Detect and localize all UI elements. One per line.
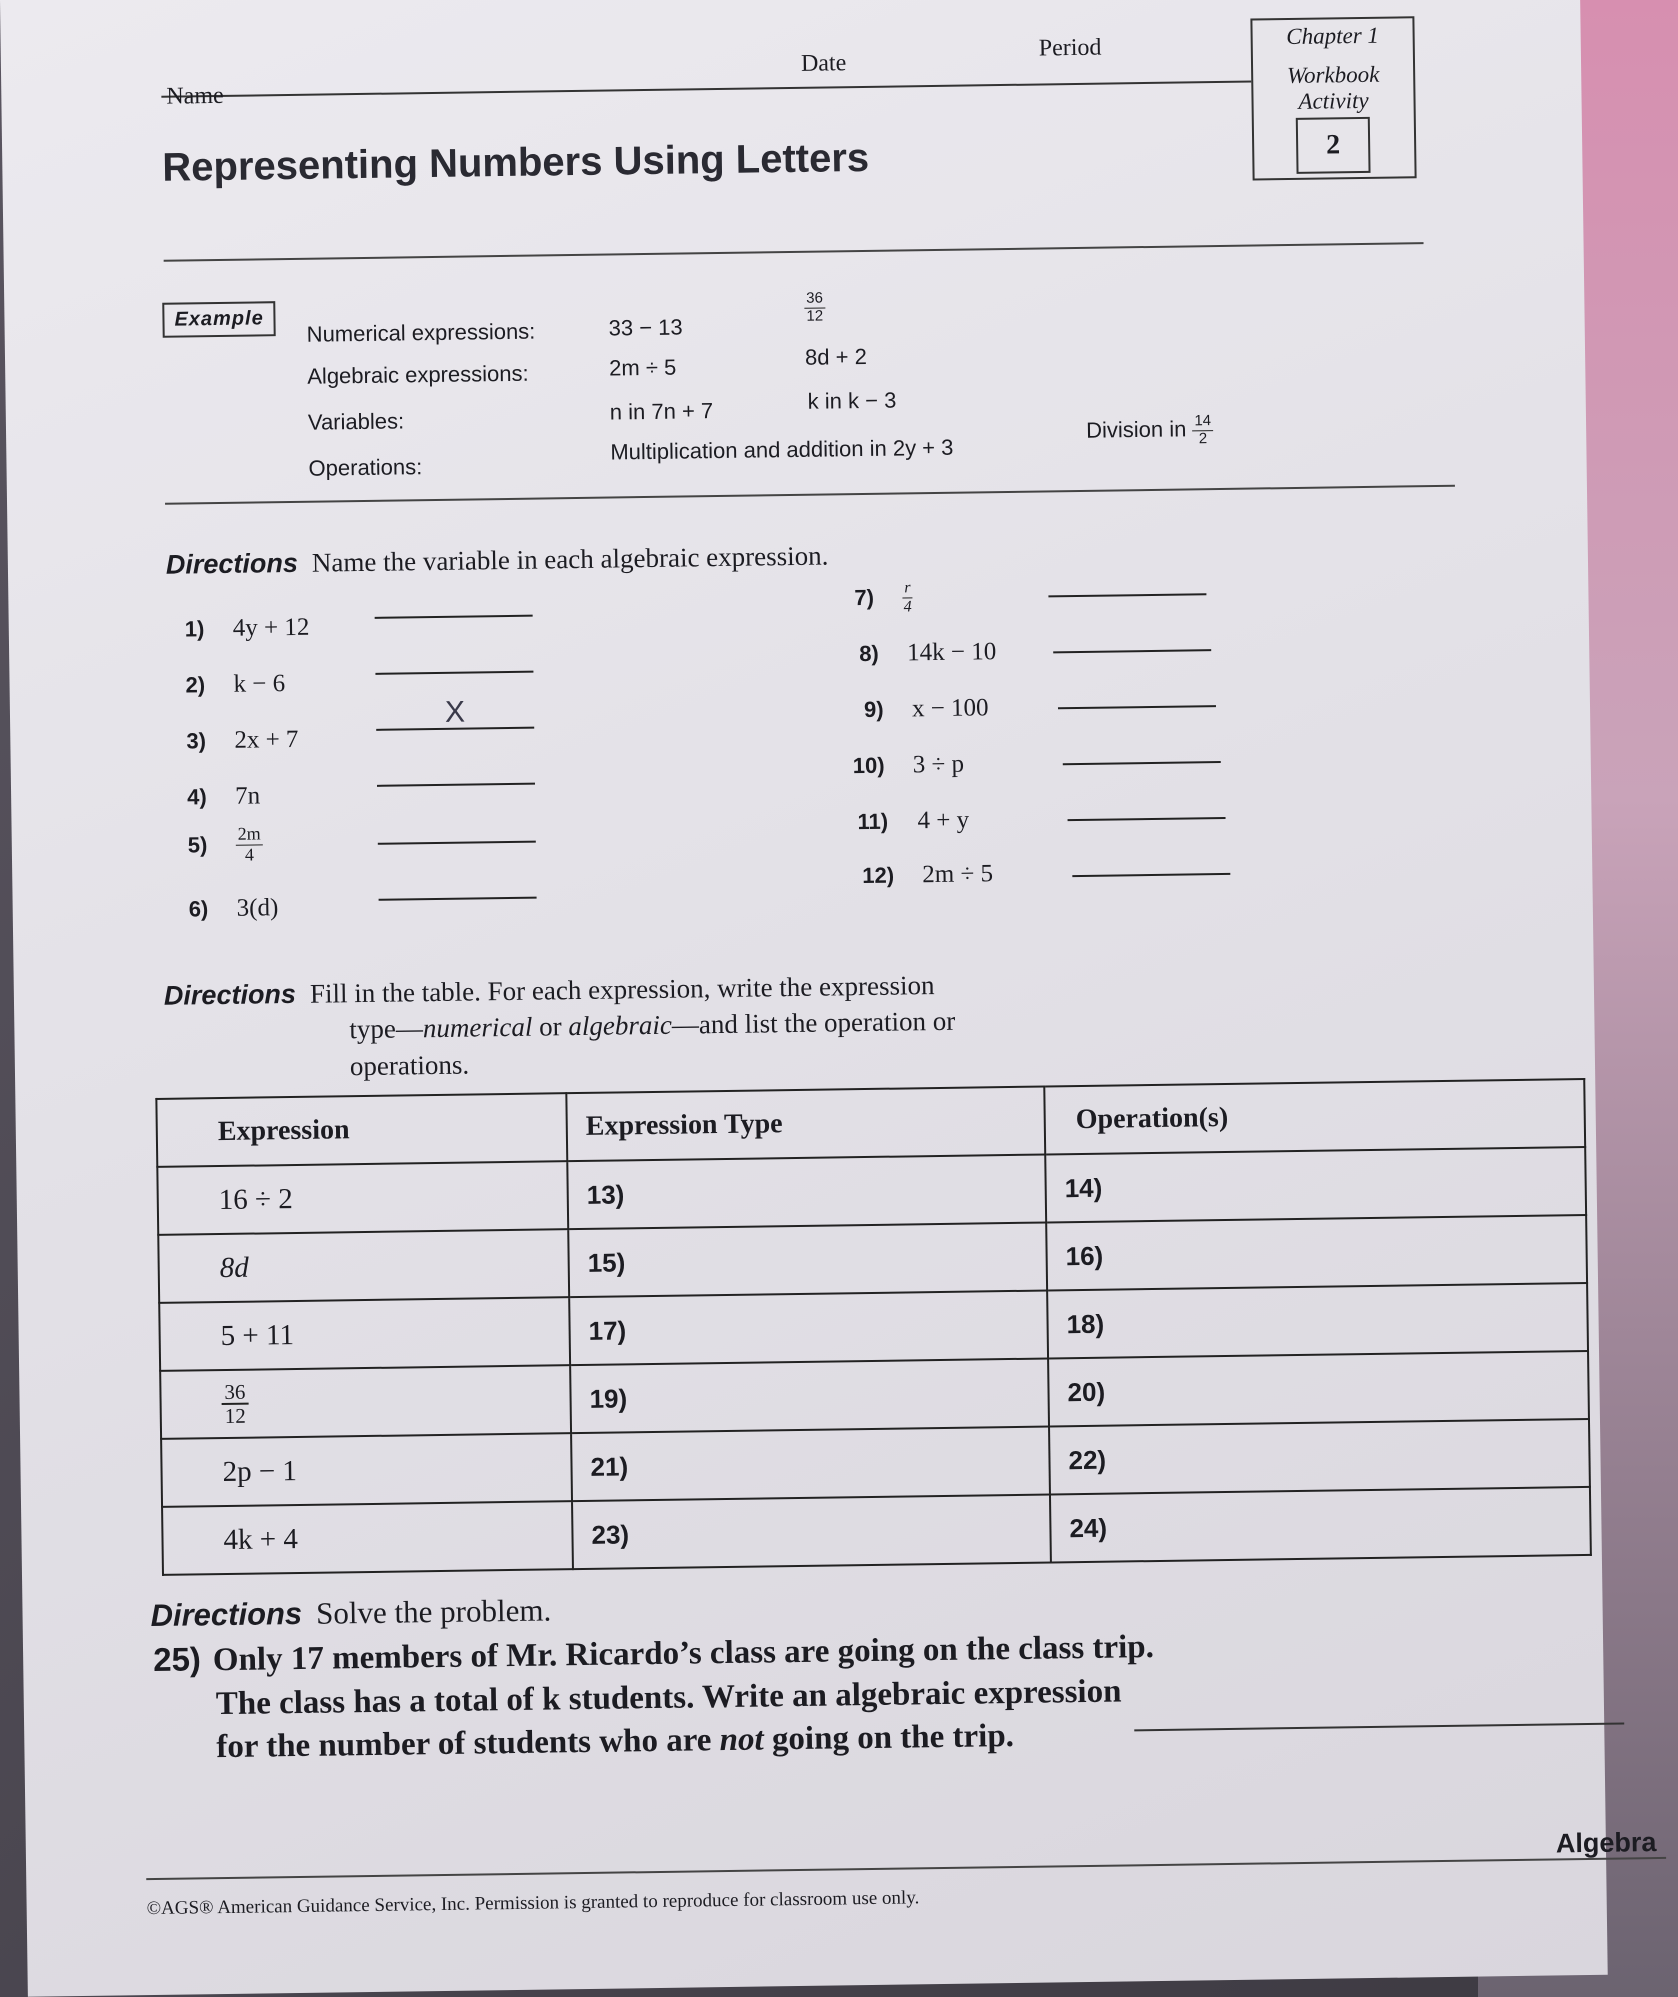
example-op-fraction-numerator: 14 xyxy=(1192,413,1213,431)
row-6-expression: 4k + 4 xyxy=(162,1501,573,1575)
directions-2-line2c: or xyxy=(532,1011,569,1043)
example-numerical-b xyxy=(804,291,825,325)
subject-label: Algebra xyxy=(1555,1827,1657,1859)
example-numerical-a: 33 − 13 xyxy=(608,314,683,341)
answer-blank-1[interactable] xyxy=(374,585,532,619)
example-rule xyxy=(165,485,1455,505)
item-1-number: 1) xyxy=(184,616,205,642)
item-8-expression: 14k − 10 xyxy=(907,638,997,667)
answer-15[interactable]: 15) xyxy=(568,1223,1047,1298)
directions-1 xyxy=(166,540,829,580)
item-11-number: 11) xyxy=(857,808,889,835)
item-9-number: 9) xyxy=(863,696,884,723)
item-10 xyxy=(853,751,965,781)
item-12-number: 12) xyxy=(862,862,895,889)
directions-2-label: Directions xyxy=(163,978,297,1011)
item-5 xyxy=(188,824,264,866)
answer-13[interactable]: 13) xyxy=(567,1155,1046,1230)
row-4-expression xyxy=(160,1365,571,1439)
answer-blank-25[interactable] xyxy=(1134,1722,1624,1731)
answer-blank-12[interactable] xyxy=(1072,843,1230,877)
answer-18[interactable]: 18) xyxy=(1047,1283,1588,1359)
answer-wrap-3 xyxy=(376,695,536,729)
answer-21[interactable]: 21) xyxy=(571,1426,1050,1501)
problem-25-number: 25) xyxy=(152,1640,202,1679)
answer-blank-7[interactable] xyxy=(1048,563,1206,597)
item-8 xyxy=(859,638,996,668)
item-11-expression: 4 + y xyxy=(917,806,970,835)
item-5-numerator: 2m xyxy=(236,824,263,845)
example-fraction-denominator: 12 xyxy=(806,307,824,325)
answer-blank-8[interactable] xyxy=(1053,619,1211,653)
answer-wrap-9 xyxy=(1058,691,1218,693)
expression-table xyxy=(155,1078,1592,1576)
header-expression: Expression xyxy=(156,1093,567,1167)
directions-1-text: Name the variable in each algebraic expression. xyxy=(311,540,829,578)
row-2-expression: 8d xyxy=(158,1229,569,1303)
row-4-denominator: 12 xyxy=(224,1403,246,1428)
item-7-numerator: r xyxy=(902,579,912,598)
date-label: Date xyxy=(800,50,847,77)
item-2 xyxy=(185,670,285,699)
header-line xyxy=(161,80,1311,98)
page-title: Representing Numbers Using Letters xyxy=(162,135,870,190)
chapter-label: Chapter 1 xyxy=(1286,22,1380,50)
item-6 xyxy=(189,894,279,923)
item-7-denominator: 4 xyxy=(903,597,912,616)
answer-19[interactable]: 19) xyxy=(570,1358,1049,1433)
footer-rule xyxy=(146,1857,1666,1880)
answer-16[interactable]: 16) xyxy=(1046,1215,1587,1291)
example-label-numerical: Numerical expressions: xyxy=(306,318,536,347)
item-9-expression: x − 100 xyxy=(911,694,989,723)
answer-blank-9[interactable] xyxy=(1058,675,1216,709)
directions-1-label: Directions xyxy=(165,547,299,580)
example-operations-b-text: Division in xyxy=(1085,416,1187,443)
example-variables-b: k in k − 3 xyxy=(807,387,897,414)
answer-blank-2[interactable] xyxy=(375,641,533,675)
example-fraction-numerator: 36 xyxy=(804,291,825,309)
row-1-expression: 16 ÷ 2 xyxy=(157,1161,568,1235)
example-operations-b xyxy=(1086,413,1214,449)
example-label-algebraic: Algebraic expressions: xyxy=(307,360,529,389)
item-5-denominator: 4 xyxy=(244,844,255,865)
example-algebraic-b: 8d + 2 xyxy=(804,343,868,370)
answer-wrap-4 xyxy=(377,769,537,771)
row-4-numerator: 36 xyxy=(221,1381,248,1405)
workbook-label: Workbook xyxy=(1286,62,1380,89)
directions-2-line2a: type— xyxy=(349,1013,424,1045)
item-2-number: 2) xyxy=(185,672,206,698)
name-label: Name xyxy=(166,82,224,110)
directions-3-text: Solve the problem. xyxy=(315,1592,552,1631)
item-4 xyxy=(187,782,260,811)
directions-2-numerical: numerical xyxy=(422,1012,533,1044)
item-9 xyxy=(864,694,989,724)
item-5-number: 5) xyxy=(187,832,208,858)
item-10-number: 10) xyxy=(852,752,885,779)
item-1-expression: 4y + 12 xyxy=(232,613,310,642)
answer-wrap-2 xyxy=(375,657,535,659)
item-11 xyxy=(857,807,969,837)
answer-blank-4[interactable] xyxy=(377,753,535,787)
item-6-number: 6) xyxy=(188,896,209,922)
directions-2-line3: operations. xyxy=(349,1049,470,1082)
answer-24[interactable]: 24) xyxy=(1050,1487,1591,1563)
row-5-expression: 2p − 1 xyxy=(161,1433,572,1507)
title-rule xyxy=(164,242,1424,262)
answer-blank-10[interactable] xyxy=(1062,731,1220,765)
problem-25 xyxy=(153,1624,1156,1771)
example-label-variables: Variables: xyxy=(307,408,405,435)
example-badge: Example xyxy=(162,301,276,338)
answer-blank-11[interactable] xyxy=(1067,787,1225,821)
directions-2-algebraic: algebraic xyxy=(568,1010,673,1042)
item-10-expression: 3 ÷ p xyxy=(912,750,965,779)
answer-22[interactable]: 22) xyxy=(1049,1419,1590,1495)
example-variables-a: n in 7n + 7 xyxy=(609,398,714,425)
example-operations-a: Multiplication and addition in 2y + 3 xyxy=(610,434,954,465)
directions-2-line1: Fill in the table. For each expression, write the expression xyxy=(309,970,935,1009)
item-7-number: 7) xyxy=(854,584,875,611)
header-operations: Operation(s) xyxy=(1044,1079,1585,1155)
answer-20[interactable]: 20) xyxy=(1048,1351,1589,1427)
problem-25-line2: The class has a total of k students. Write an algebraic expression xyxy=(215,1673,1122,1722)
answer-14[interactable]: 14) xyxy=(1045,1147,1586,1223)
item-12 xyxy=(862,860,993,890)
period-label: Period xyxy=(1038,34,1102,62)
directions-3-label: Directions xyxy=(150,1595,303,1634)
answer-wrap-10 xyxy=(1063,747,1223,749)
answer-23[interactable]: 23) xyxy=(572,1494,1051,1569)
item-6-expression: 3(d) xyxy=(236,894,279,922)
answer-blank-5[interactable] xyxy=(377,811,535,845)
activity-number: 2 xyxy=(1296,117,1371,174)
example-algebraic-a: 2m ÷ 5 xyxy=(609,354,677,381)
copyright-text: ©AGS® American Guidance Service, Inc. Permission is granted to reproduce for classroom use only. xyxy=(146,1887,920,1920)
item-3-number: 3) xyxy=(186,728,207,754)
answer-wrap-6 xyxy=(378,883,538,885)
item-8-number: 8) xyxy=(859,640,879,667)
answer-wrap-12 xyxy=(1072,859,1232,861)
activity-label: Activity xyxy=(1298,87,1369,114)
answer-wrap-7 xyxy=(1048,579,1208,581)
answer-wrap-1 xyxy=(374,601,534,603)
item-3-expression: 2x + 7 xyxy=(234,725,299,754)
example-label-operations: Operations: xyxy=(308,454,423,481)
problem-25-line1: Only 17 members of Mr. Ricardo’s class are going on the class trip. xyxy=(212,1629,1155,1679)
answer-wrap-11 xyxy=(1067,803,1227,805)
problem-25-not: not xyxy=(719,1721,764,1759)
item-4-expression: 7n xyxy=(234,782,261,810)
directions-2-line2e: —and list the operation or xyxy=(671,1006,956,1041)
answer-wrap-5 xyxy=(378,827,538,829)
row-3-expression: 5 + 11 xyxy=(159,1297,570,1371)
item-2-expression: k − 6 xyxy=(233,670,286,698)
answer-blank-3[interactable]: X xyxy=(376,697,534,731)
header-expression-type: Expression Type xyxy=(566,1087,1045,1162)
item-7 xyxy=(854,579,913,616)
answer-blank-6[interactable] xyxy=(378,867,536,901)
answer-17[interactable]: 17) xyxy=(569,1291,1048,1366)
directions-2 xyxy=(164,967,956,1087)
item-3 xyxy=(186,726,298,756)
answer-wrap-8 xyxy=(1053,635,1213,637)
item-4-number: 4) xyxy=(186,784,207,810)
chapter-box xyxy=(1250,16,1416,180)
example-op-fraction-denominator: 2 xyxy=(1198,429,1208,447)
directions-3 xyxy=(150,1592,551,1634)
item-1 xyxy=(185,614,310,644)
item-12-expression: 2m ÷ 5 xyxy=(922,860,994,889)
problem-25-line3a: for the number of students who are xyxy=(216,1722,720,1766)
problem-25-line3c: going on the trip. xyxy=(763,1718,1015,1758)
